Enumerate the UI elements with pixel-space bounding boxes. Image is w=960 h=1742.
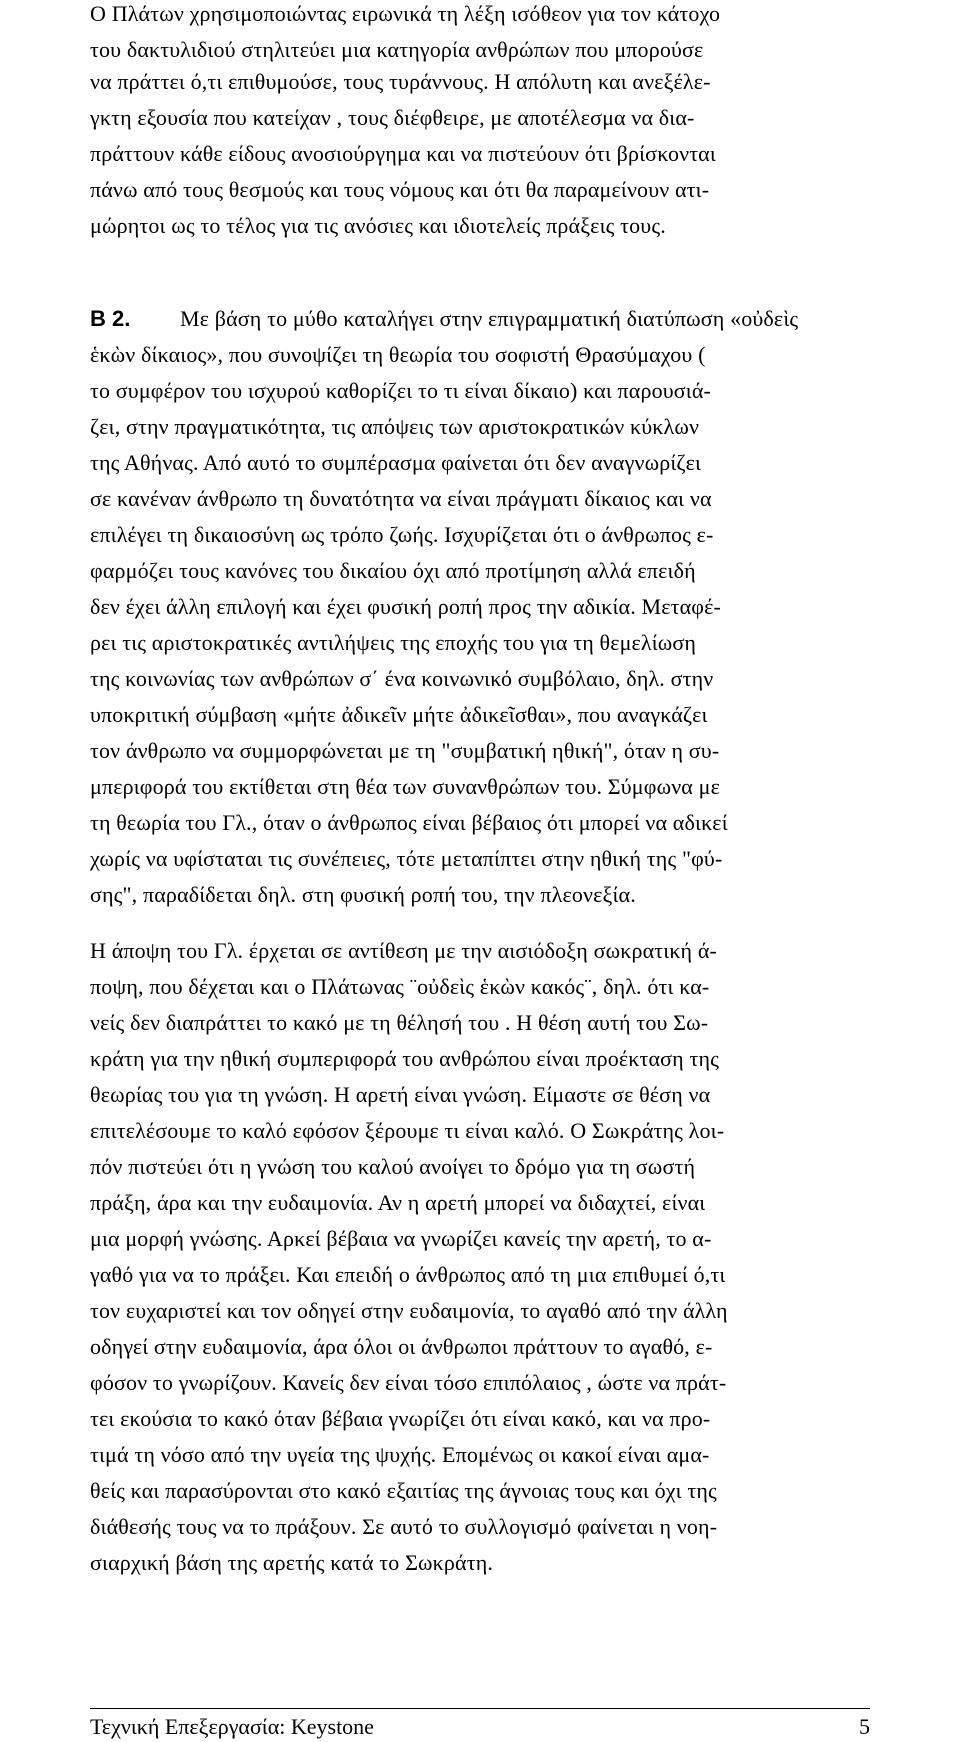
text-line: φόσον το γνωρίζουν. Κανείς δεν είναι τόσο επιπόλαιος , ώστε να πράτ- [90,1370,727,1395]
text-line: οδηγεί στην ευδαιμονία, άρα όλοι οι άνθρωποι πράττουν το αγαθό, ε- [90,1334,713,1359]
text-line: πράττουν κάθε είδους ανοσιούργημα και να πιστεύουν ότι βρίσκονται [90,141,716,166]
text-line: γκτη εξουσία που κατείχαν , τους διέφθειρε, με αποτέλεσμα να δια- [90,105,695,130]
text-line: ποψη, που δέχεται και ο Πλάτωνας ¨οὐδεὶς ἑκὼν κακός¨, δηλ. ότι κα- [90,974,710,999]
text-line: κράτη για την ηθική συμπεριφορά του ανθρώπου είναι προέκταση της [90,1046,719,1071]
text-line: γαθό για να το πράξει. Και επειδή ο άνθρωπος από τη μια επιθυμεί ό,τι [90,1262,726,1287]
footer-credit: Τεχνική Επεξεργασία: Keystone [90,1714,374,1739]
text-line: της κοινωνίας των ανθρώπων σ΄ ένα κοινωνικό συμβόλαιο, δηλ. στην [90,666,714,691]
text-line: μώρητοι ως το τέλος για τις ανόσιες και ιδιοτελείς πράξεις τους. [90,213,666,238]
footer-divider [90,1708,870,1709]
text-line: τη θεωρία του Γλ., όταν ο άνθρωπος είναι βέβαιος ότι μπορεί να αδικεί [90,810,728,835]
page-number: 5 [859,1714,870,1739]
text-line: χωρίς να υφίσταται τις συνέπειες, τότε μεταπίπτει στην ηθική της "φύ- [90,846,723,871]
text-line: του δακτυλιδιού στηλιτεύει μια κατηγορία ανθρώπων που μπορούσε [90,37,704,62]
text-line: να πράττει ό,τι επιθυμούσε, τους τυράννους. Η απόλυτη και ανεξέλε- [90,69,711,94]
text-line: ἑκὼν δίκαιος», που συνοψίζει τη θεωρία του σοφιστή Θρασύμαχου ( [90,342,706,367]
section-label: Β 2. [90,306,131,331]
text-line: Ο Πλάτων χρησιμοποιώντας ειρωνικά τη λέξη ισόθεον για τον κάτοχο [90,1,721,26]
text-line: πράξη, άρα και την ευδαιμονία. Αν η αρετή μπορεί να διδαχτεί, είναι [90,1190,706,1215]
text-line: θείς και παρασύρονται στο κακό εξαιτίας της άγνοιας τους και όχι της [90,1478,717,1503]
text-line: της Αθήνας. Από αυτό το συμπέρασμα φαίνεται ότι δεν αναγνωρίζει [90,450,702,475]
text-line: υποκριτική σύμβαση «μήτε ἀδικεῖν μήτε ἀδικεῖσθαι», που αναγκάζει [90,702,708,727]
text-line: τει εκούσια το κακό όταν βέβαια γνωρίζει ότι είναι κακό, και να προ- [90,1406,711,1431]
text-line: επιτελέσουμε το καλό εφόσον ξέρουμε τι είναι καλό. Ο Σωκράτης λοι- [90,1118,725,1143]
text-line: πόν πιστεύει ότι η γνώση του καλού ανοίγει το δρόμο για τη σωστή [90,1154,696,1179]
text-line: επιλέγει τη δικαιοσύνη ως τρόπο ζωής. Ισχυρίζεται ότι ο άνθρωπος ε- [90,522,714,547]
text-line: πάνω από τους θεσμούς και τους νόμους και ότι θα παραμείνουν ατι- [90,177,710,202]
text-line: σης", παραδίδεται δηλ. στη φυσική ροπή του, την πλεονεξία. [90,882,636,907]
text-line: φαρμόζει τους κανόνες του δικαίου όχι από προτίμηση αλλά επειδή [90,558,696,583]
text-line: σιαρχική βάση της αρετής κατά το Σωκράτη. [90,1550,493,1575]
text-line: Με βάση το μύθο καταλήγει στην επιγραμματική διατύπωση «οὐδεὶς [180,306,799,331]
text-line: μια μορφή γνώσης. Αρκεί βέβαια να γνωρίζει κανείς την αρετή, το α- [90,1226,712,1251]
text-line: τιμά τη νόσο από την υγεία της ψυχής. Επομένως οι κακοί είναι αμα- [90,1442,710,1467]
text-line: ρει τις αριστοκρατικές αντιλήψεις της εποχής του για τη θεμελίωση [90,630,697,655]
text-line: μπεριφορά του εκτίθεται στη θέα των συνανθρώπων του. Σύμφωνα με [90,774,720,799]
text-line: το συμφέρον του ισχυρού καθορίζει το τι είναι δίκαιο) και παρουσιά- [90,378,712,403]
text-line: δεν έχει άλλη επιλογή και έχει φυσική ροπή προς την αδικία. Μεταφέ- [90,594,722,619]
text-line: τον ευχαριστεί και τον οδηγεί στην ευδαιμονία, το αγαθό από την άλλη [90,1298,728,1323]
text-line: τον άνθρωπο να συμμορφώνεται με τη "συμβατική ηθική", όταν η συ- [90,738,720,763]
text-line: σε κανέναν άνθρωπο τη δυνατότητα να είναι πράγματι δίκαιος και να [90,486,712,511]
text-line: Η άποψη του Γλ. έρχεται σε αντίθεση με την αισιόδοξη σωκρατική ά- [90,938,718,963]
text-line: ζει, στην πραγματικότητα, τις απόψεις των αριστοκρατικών κύκλων [90,414,700,439]
text-line: θεωρίας του για τη γνώση. Η αρετή είναι γνώση. Είμαστε σε θέση να [90,1082,711,1107]
text-line: νείς δεν διαπράττει το κακό με τη θέλησή του . Η θέση αυτή του Σω- [90,1010,709,1035]
text-line: διάθεσής τους να το πράξουν. Σε αυτό το συλλογισμό φαίνεται η νοη- [90,1514,718,1539]
